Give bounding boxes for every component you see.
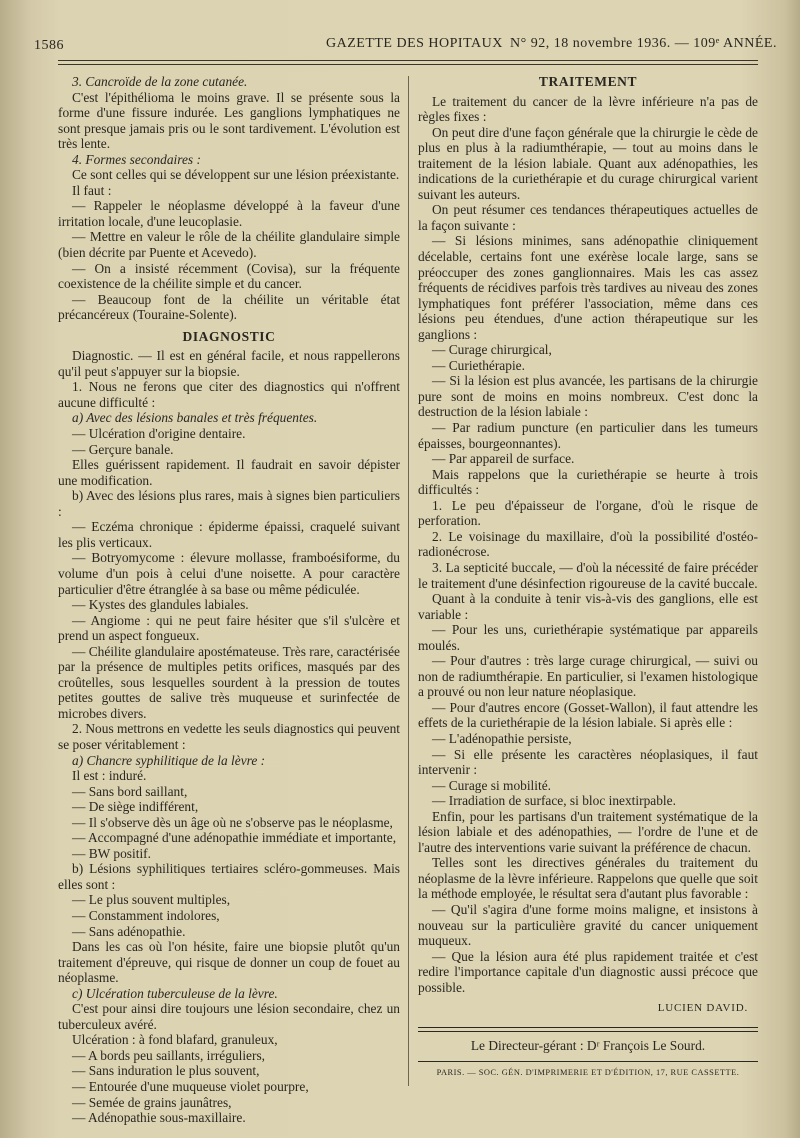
list-item: — Que la lésion aura été plus rapidement traitée et c'est redire l'importance capitale d'un diagnostic aussi précoce que possible.	[418, 948, 758, 995]
list-item: — Mettre en valeur le rôle de la chéilite glandulaire simple (bien décrite par Puente et Acevedo).	[58, 229, 400, 261]
list-item: — Eczéma chronique : épiderme épaissi, craquelé suivant les plis verticaux.	[58, 519, 400, 550]
list-item: — Rappeler le néoplasme développé à la faveur d'une irritation locale, d'une leucoplasie.	[58, 198, 400, 229]
list-item: — Sans adénopathie.	[72, 923, 186, 939]
list-item: — Irradiation de surface, si bloc inextirpable.	[432, 793, 676, 809]
list-item: — Adénopathie sous-maxillaire.	[72, 1110, 246, 1126]
subsection-title: c) Ulcération tuberculeuse de la lèvre.	[72, 985, 278, 1001]
list-item: — Qu'il s'agira d'une forme moins maligne, et insistons à nouveau sur la particulière gravité du cancer uniquement muqueux.	[418, 901, 758, 949]
list-item: — Sans induration le plus souvent,	[72, 1063, 260, 1079]
paragraph: 2. Nous mettrons en vedette les seuls diagnostics qui peuvent se poser véritablement :	[58, 721, 401, 752]
section-heading-diagnostic: DIAGNOSTIC	[182, 328, 276, 344]
list-item: — BW positif.	[72, 845, 151, 861]
list-item: — Si la lésion est plus avancée, les partisans de la chirurgie pure sont de moins en moins nombreux. C'est donc la destruction de la lésion labiale :	[418, 373, 758, 420]
list-item: — Ulcération d'origine dentaire.	[72, 426, 246, 442]
journal-title: GAZETTE DES HOPITAUX	[326, 36, 503, 51]
paragraph: On peut dire d'une façon générale que la chirurgie le cède de plus en plus à la radiumthérapie, — tout au moins dans le traitement de la lésion labiale. Quant aux adénopathies, les indications de la curiethérapie et du curage chirurgical varient suivant les auteurs.	[418, 124, 758, 202]
list-item: — Sans bord saillant,	[72, 783, 188, 799]
paragraph: b) Lésions syphilitiques tertiaires scléro-gommeuses. Mais elles sont :	[58, 861, 400, 892]
list-item: — Pour les uns, curiethérapie systématique par appareils moulés.	[418, 622, 758, 653]
list-item: 2. Le voisinage du maxillaire, d'où la possibilité d'ostéo-radionécrose.	[418, 528, 758, 560]
list-item: — Gerçure banale.	[72, 441, 174, 457]
list-item: — Par radium puncture (en particulier dans les tumeurs épaisses, bourgeonnantes).	[418, 420, 758, 451]
list-item: — Si lésions minimes, sans adénopathie cliniquement décelable, certains font une exérèse locale large, sans se préoccuper des zones ganglionnaires. Mais les cas assez fréquents de récidives parfois très tardives au niveau des zones lymphatiques font préférer l'association, même dans ces lésions peu étendues, d'une action thérapeutique sur les ganglions :	[418, 233, 758, 342]
footer-rules	[418, 1027, 758, 1032]
paragraph: Diagnostic. — Il est en général facile, et nous rappellerons qu'il peut s'appuyer sur la biopsie.	[58, 348, 400, 379]
list-item: — Accompagné d'une adénopathie immédiate et importante,	[72, 830, 397, 846]
list-item: — Par appareil de surface.	[432, 451, 575, 467]
subsection-title: 4. Formes secondaires :	[72, 151, 201, 167]
subsection-title: 3. Cancroïde de la zone cutanée.	[72, 74, 248, 89]
paragraph: Telles sont les directives générales du traitement du néoplasme de la lèvre inférieure. Rappelons que quelle que soit la méthode employée, le résultat sera d'autant plus favorable :	[418, 855, 758, 902]
paragraph: Il faut :	[72, 182, 112, 198]
paragraph: Dans les cas où l'on hésite, faire une biopsie plutôt qu'un traitement d'épreuve, qui risque de donner un coup de fouet au néoplasme.	[58, 939, 400, 986]
list-item: — Kystes des glandules labiales.	[72, 597, 249, 613]
list-item: — L'adénopathie persiste,	[432, 730, 572, 746]
list-item: — De siège indifférent,	[72, 799, 199, 815]
list-item: — Curage si mobilité.	[432, 777, 552, 793]
list-item: — Constamment indolores,	[72, 907, 220, 923]
paragraph: Enfin, pour les partisans d'un traitement systématique de la lésion labiale et des adénopathies, — l'ordre de l'une et de l'autre des interventions varie suivant la préférence de chacun.	[418, 808, 758, 855]
header-rule	[58, 60, 758, 61]
list-item: — A bords peu saillants, irréguliers,	[72, 1047, 266, 1063]
list-item: — Semée de grains jaunâtres,	[72, 1094, 232, 1110]
subsection-title: a) Chancre syphilitique de la lèvre :	[72, 752, 266, 768]
list-item: — Curiethérapie.	[432, 357, 525, 373]
list-item: — Entourée d'une muqueuse violet pourpre,	[72, 1079, 309, 1094]
subsection-title: a) Avec des lésions banales et très fréquentes.	[72, 410, 318, 426]
left-column	[58, 74, 400, 1126]
list-item: 1. Le peu d'épaisseur de l'organe, d'où le risque de perforation.	[418, 497, 758, 529]
list-item: — Curage chirurgical,	[432, 342, 552, 358]
paragraph: C'est l'épithélioma le moins grave. Il se présente sous la forme d'une fissure indurée. Les ganglions lymphatiques ne sont presque jamais pris ou le sont tardivement. L'évolution est très lente.	[58, 89, 400, 152]
paragraph: 1. Nous ne ferons que citer des diagnostics qui n'offrent aucune difficulté :	[58, 379, 400, 410]
section-heading-traitement: TRAITEMENT	[538, 74, 638, 89]
column-divider	[408, 76, 409, 1086]
list-item: — Angiome : qui ne peut faire hésiter que s'il s'ulcère et prend un aspect fongueux.	[58, 612, 400, 644]
issue-info: N° 92, 18 novembre 1936. — 109ᵉ ANNÉE.	[510, 36, 777, 51]
list-item: — Si elle présente les caractères néoplasiques, il faut intervenir :	[418, 746, 758, 778]
printer-line: PARIS. — SOC. GÉN. D'IMPRIMERIE ET D'ÉDITION, 17, RUE CASSETTE.	[436, 1068, 740, 1078]
paragraph: Le traitement du cancer de la lèvre inférieure n'a pas de règles fixes :	[418, 93, 758, 125]
paragraph: Il est : induré.	[72, 768, 147, 784]
paragraph: Ce sont celles qui se développent sur une lésion préexistante.	[72, 167, 400, 183]
list-item: — On a insisté récemment (Covisa), sur la fréquente coexistence de la chéilite simple et du cancer.	[58, 260, 400, 292]
right-column	[418, 74, 758, 1081]
paragraph: Quant à la conduite à tenir vis-à-vis des ganglions, elle est variable :	[418, 591, 758, 622]
list-item: — Pour d'autres : très large curage chirurgical, — suivi ou non de radiumthérapie. En particulier, si l'examen histologique a prouvé ou non leur nature néoplasique.	[418, 653, 758, 700]
list-item: 3. La septicité buccale, — d'où la nécessité de faire précéder le traitement d'une désinfection rigoureuse de la cavité buccale.	[418, 559, 758, 591]
paragraph: Elles guérissent rapidement. Il faudrait en savoir dépister une modification.	[58, 457, 400, 488]
paragraph: On peut résumer ces tendances thérapeutiques actuelles de la façon suivante :	[418, 202, 758, 233]
paragraph: C'est pour ainsi dire toujours une lésion secondaire, chez un tuberculeux avéré.	[58, 1001, 400, 1032]
list-item: — Il s'observe dès un âge où ne s'observe pas le néoplasme,	[72, 814, 393, 830]
list-item: — Pour d'autres encore (Gosset-Wallon), il faut attendre les effets de la curiethérapie de la lésion labiale. Si après elle :	[418, 699, 758, 731]
list-item: — Botryomycome : élevure mollasse, framboésiforme, du volume d'un pois à celui d'une noisette. A pour caractère particulier d'être étranglée à sa base ou même pédiculée.	[58, 550, 400, 597]
page-header	[0, 34, 800, 56]
list-item: — Le plus souvent multiples,	[72, 892, 231, 908]
publisher-line: Le Directeur-gérant : Dʳ François Le Sourd.	[470, 1037, 706, 1053]
paragraph: Mais rappelons que la curiethérapie se heurte à trois difficultés :	[418, 466, 758, 498]
printer-rule	[418, 1061, 758, 1062]
paragraph: b) Avec des lésions plus rares, mais à signes bien particuliers :	[58, 488, 400, 519]
list-item: — Chéilite glandulaire apostémateuse. Très rare, caractérisée par la présence de multiples petits orifices, masqués par des croûtelles, sous lesquelles sourdent à la pression de toutes petites gouttes de salive très muqueuse et surinfectée de microbes divers.	[58, 643, 400, 721]
author-signature: LUCIEN DAVID.	[657, 1002, 748, 1015]
paragraph: Ulcération : à fond blafard, granuleux,	[72, 1032, 278, 1048]
page-number: 1586	[34, 38, 64, 53]
header-rule-thin	[58, 64, 758, 65]
list-item: — Beaucoup font de la chéilite un véritable état précancéreux (Touraine-Solente).	[58, 291, 400, 323]
